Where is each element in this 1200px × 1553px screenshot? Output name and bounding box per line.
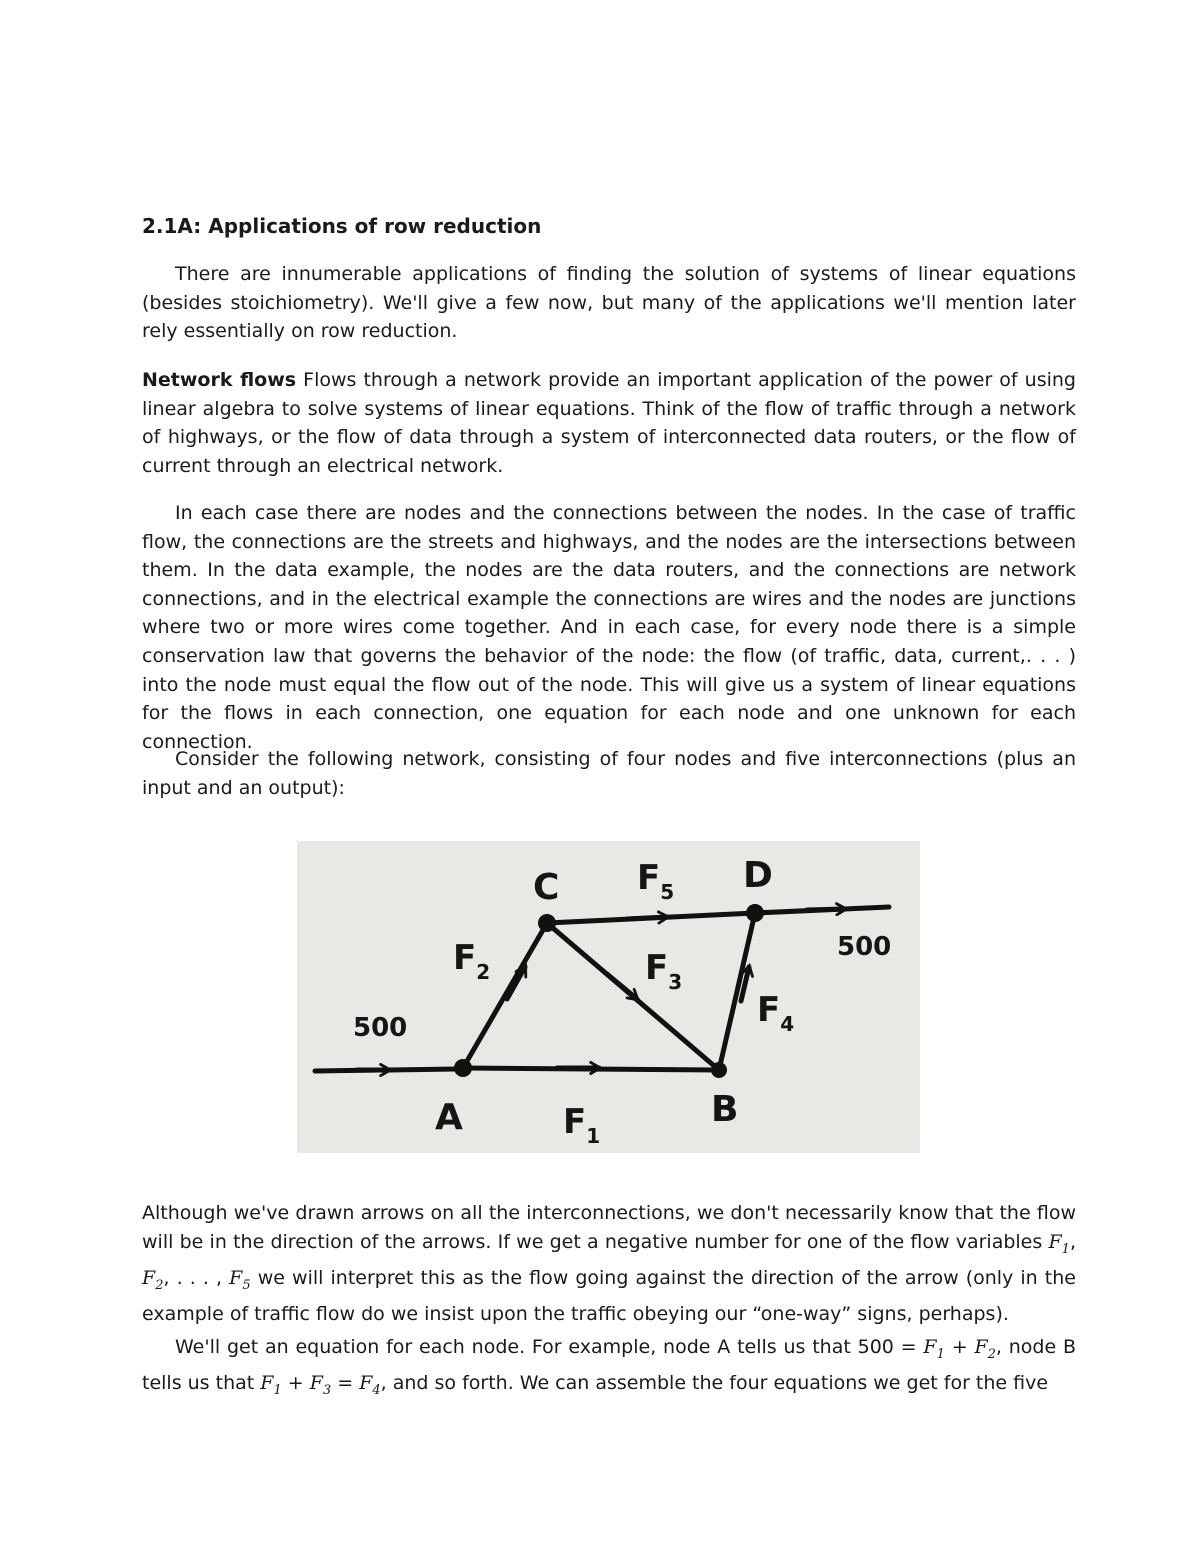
node-b [711, 1062, 727, 1078]
node-label-d: D [743, 855, 773, 896]
node-label-a: A [435, 1097, 463, 1138]
run-in-heading: Network flows [142, 369, 297, 391]
edge-label-f5: $F_5$ [637, 858, 675, 904]
edge-label-f1: $F_1$ [563, 1102, 601, 1148]
node-label-c: C [533, 867, 560, 908]
variable-f2: $F_2$ [142, 1266, 164, 1293]
edge-label-f3: $F_3$ [645, 948, 683, 994]
output-label: 500 [837, 932, 892, 962]
section-title: 2.1A: Applications of row reduction [142, 214, 542, 238]
input-label: 500 [353, 1013, 408, 1043]
node-d [746, 904, 764, 922]
document-page [142, 0, 1076, 1553]
variable-f5: $F_5$ [229, 1266, 251, 1293]
paragraph-node-equations: We'll get an equation for each node. For example, node A tells us that $500 = F_1 + F_2$, node B tells us that $F_1 + F_3 = F_4$, and so forth. We can assemble the four equations we get for the five [142, 1336, 1077, 1399]
paragraph-intro: There are innumerable applications of finding the solution of systems of linear equations (besides stoichiometry). We'll give a few now, but many of the applications we'll mention later rely essentially on row reduction. [142, 263, 1076, 343]
paragraph-network-flows [142, 366, 1076, 480]
paragraph-network-flows-body: Flows through a network provide an important application of the power of using linear algebra to solve systems of linear equations. Think of the flow of traffic through a network of highways, or the flow of data through a system of interconnected data routers, or the flow of current through an electrical network. [142, 369, 1076, 477]
node-c [538, 914, 556, 932]
paragraph-arrows-direction: Although we've drawn arrows on all the interconnections, we don't necessarily know that the flow will be in the direction of the arrows. If we get a negative number for one of the flow variables $F_1$, $F_2$, . . . , $F_5$ we will interpret this as the flow going against the direction of the arrow (only in the example of traffic flow do we insist upon the traffic obeying our “one-way” signs, perhaps). [142, 1202, 1076, 1326]
edge-f4 [719, 913, 755, 1070]
network-flow-svg [297, 841, 920, 1153]
edge-label-f2: $F_2$ [453, 938, 491, 984]
edge-label-f4: $F_4$ [757, 990, 795, 1036]
node-label-b: B [711, 1089, 739, 1130]
network-flow-diagram [297, 841, 920, 1153]
paragraph-consider-network: Consider the following network, consisting of four nodes and five interconnections (plus an input and an output): [142, 748, 1076, 799]
variable-f1: $F_1$ [1048, 1230, 1070, 1257]
node-a [454, 1059, 472, 1077]
paragraph-nodes-connections: In each case there are nodes and the connections between the nodes. In the case of traffic flow, the connections are the streets and highways, and the nodes are the intersections between them. In the data example, the nodes are the data routers, and the connections are network connections, and in the electrical example the connections are wires and the nodes are junctions where two or more wires come together. And in each case, for every node there is a simple conservation law that governs the behavior of the node: the flow (of traffic, data, current,. . . ) into the node must equal the flow out of the node. This will give us a system of linear equations for the flows in each connection, one equation for each node and one unknown for each connection. [142, 502, 1076, 753]
